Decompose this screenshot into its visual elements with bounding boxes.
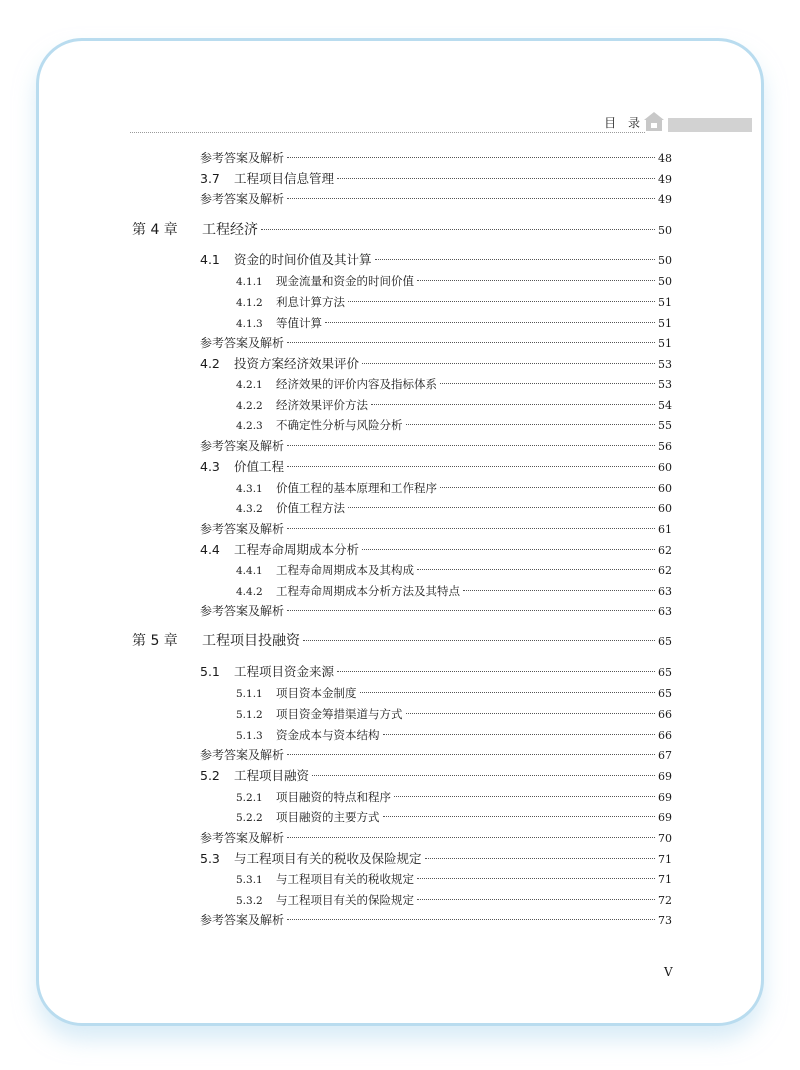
dot-leader: [383, 816, 656, 817]
toc-subsection-row[interactable]: [236, 807, 672, 827]
toc-entry-page: 69: [658, 770, 672, 783]
toc-section-row[interactable]: [200, 766, 672, 786]
toc-entry-title: 参考答案及解析: [200, 522, 285, 536]
toc-entry-page: 67: [658, 749, 672, 762]
toc-section-row[interactable]: [200, 354, 672, 374]
toc-entry-page: 60: [658, 502, 672, 515]
toc-entry-page: 63: [658, 605, 672, 618]
dot-leader: [337, 178, 655, 179]
toc-section-row[interactable]: [200, 662, 672, 682]
toc-answers-row[interactable]: [200, 333, 672, 353]
page-number: V: [664, 965, 673, 979]
toc-entry-page: 66: [658, 729, 672, 742]
toc-entry-page: 56: [658, 440, 672, 453]
toc-entry-page: 61: [658, 523, 672, 536]
toc-entry-number: 4.2: [200, 356, 220, 371]
dot-leader: [375, 259, 655, 260]
toc-entry-page: 69: [658, 811, 672, 824]
toc-entry-page: 51: [658, 296, 672, 309]
toc-entry-page: 72: [658, 894, 672, 907]
toc-section-row[interactable]: [200, 849, 672, 869]
dot-leader: [440, 383, 655, 384]
toc-subsection-row[interactable]: [236, 374, 672, 394]
toc-entry-title: 参考答案及解析: [200, 151, 285, 165]
dot-leader: [337, 671, 655, 672]
toc-entry-page: 53: [658, 358, 672, 371]
toc-answers-row[interactable]: [200, 189, 672, 209]
dot-leader: [406, 713, 656, 714]
dot-leader: [325, 322, 655, 323]
toc-entry-number: 4.4.1: [236, 565, 263, 577]
toc-entry-title: 参考答案及解析: [200, 604, 285, 618]
toc-entry-title: 参考答案及解析: [200, 439, 285, 453]
toc-subsection-row[interactable]: [236, 498, 672, 518]
toc-entry-title: 项目融资的特点和程序: [276, 790, 391, 804]
dot-leader: [261, 229, 655, 230]
toc-entry-page: 55: [658, 419, 672, 432]
toc-answers-row[interactable]: [200, 148, 672, 168]
toc-entry-title: 参考答案及解析: [200, 831, 285, 845]
toc-answers-row[interactable]: [200, 519, 672, 539]
page-header: [130, 110, 752, 134]
toc-entry-number: 4.1.2: [236, 297, 263, 309]
toc-entry-title: 工程寿命周期成本及其构成: [276, 563, 414, 577]
toc-entry-number: 4.3: [200, 459, 220, 474]
dot-leader: [287, 198, 655, 199]
dot-leader: [287, 837, 655, 838]
toc-subsection-row[interactable]: [236, 313, 672, 333]
toc-entry-number: 4.1.1: [236, 276, 263, 288]
toc-entry-number: 4.3.1: [236, 483, 263, 495]
toc-entry-title: 与工程项目有关的保险规定: [276, 893, 414, 907]
toc-entry-title: 资金的时间价值及其计算: [234, 252, 372, 267]
dot-leader: [287, 157, 655, 158]
toc-entry-title: 与工程项目有关的税收及保险规定: [234, 851, 422, 866]
toc-entry-title: 工程寿命周期成本分析: [234, 542, 360, 557]
toc-entry-page: 71: [658, 873, 672, 886]
toc-entry-number: 5.1.3: [236, 730, 263, 742]
toc-entry-number: 第 4 章: [132, 222, 178, 238]
toc-entry-title: 等值计算: [276, 316, 322, 330]
toc-subsection-row[interactable]: [236, 890, 672, 910]
toc-entry-page: 50: [658, 275, 672, 288]
toc-chapter-row[interactable]: [132, 220, 672, 240]
toc-subsection-row[interactable]: [236, 683, 672, 703]
toc-entry-number: 3.7: [200, 171, 220, 186]
toc-entry-page: 49: [658, 193, 672, 206]
toc-entry-title: 与工程项目有关的税收规定: [276, 872, 414, 886]
dot-leader: [394, 796, 655, 797]
header-bar: [668, 118, 752, 132]
toc-entry-title: 参考答案及解析: [200, 192, 285, 206]
header-title: 目 录: [604, 116, 644, 130]
toc-entry-title: 参考答案及解析: [200, 336, 285, 350]
toc-subsection-row[interactable]: [236, 292, 672, 312]
toc-entry-number: 5.2: [200, 768, 220, 783]
toc-entry-page: 65: [658, 666, 672, 679]
toc-subsection-row[interactable]: [236, 581, 672, 601]
toc-entry-title: 价值工程: [234, 459, 285, 474]
toc-entry-number: 4.4.2: [236, 586, 263, 598]
dot-leader: [287, 342, 655, 343]
dot-leader: [348, 507, 655, 508]
toc-section-row[interactable]: [200, 457, 672, 477]
toc-subsection-row[interactable]: [236, 560, 672, 580]
dot-leader: [417, 878, 655, 879]
toc-answers-row[interactable]: [200, 910, 672, 930]
dot-leader: [287, 528, 655, 529]
toc-entry-title: 价值工程方法: [276, 501, 345, 515]
toc-entry-title: 工程寿命周期成本分析方法及其特点: [276, 584, 460, 598]
toc-entry-page: 73: [658, 914, 672, 927]
toc-subsection-row[interactable]: [236, 395, 672, 415]
toc-subsection-row[interactable]: [236, 787, 672, 807]
dot-leader: [287, 754, 655, 755]
toc-entry-number: 4.2.1: [236, 379, 263, 391]
toc-entry-page: 69: [658, 791, 672, 804]
toc-entry-page: 50: [658, 224, 672, 237]
toc-entry-title: 经济效果的评价内容及指标体系: [276, 377, 437, 391]
toc-entry-page: 60: [658, 482, 672, 495]
house-icon: [642, 110, 666, 132]
dot-leader: [348, 301, 655, 302]
toc-entry-title: 项目融资的主要方式: [276, 810, 380, 824]
toc-entry-number: 4.2.2: [236, 400, 263, 412]
toc-subsection-row[interactable]: [236, 415, 672, 435]
toc-entry-number: 4.2.3: [236, 420, 263, 432]
toc-entry-page: 53: [658, 378, 672, 391]
toc-answers-row[interactable]: [200, 828, 672, 848]
toc-entry-number: 4.1: [200, 252, 220, 267]
toc-entry-page: 65: [658, 635, 672, 648]
toc-entry-page: 50: [658, 254, 672, 267]
toc-entry-number: 5.2.2: [236, 812, 263, 824]
dot-leader: [287, 445, 655, 446]
dot-leader: [287, 919, 655, 920]
toc-entry-page: 51: [658, 337, 672, 350]
dot-leader: [287, 466, 655, 467]
dot-leader: [383, 734, 656, 735]
toc-entry-page: 60: [658, 461, 672, 474]
toc-entry-page: 66: [658, 708, 672, 721]
toc-entry-page: 62: [658, 564, 672, 577]
toc-answers-row[interactable]: [200, 745, 672, 765]
toc-entry-number: 4.4: [200, 542, 220, 557]
toc-section-row[interactable]: [200, 250, 672, 270]
toc-subsection-row[interactable]: [236, 271, 672, 291]
toc-subsection-row[interactable]: [236, 725, 672, 745]
toc-entry-title: 不确定性分析与风险分析: [276, 418, 403, 432]
dot-leader: [417, 280, 655, 281]
dot-leader: [287, 610, 655, 611]
dot-leader: [371, 404, 655, 405]
toc-entry-page: 70: [658, 832, 672, 845]
toc-entry-number: 4.1.3: [236, 318, 263, 330]
toc-entry-number: 5.3: [200, 851, 220, 866]
toc-entry-page: 71: [658, 853, 672, 866]
toc-subsection-row[interactable]: [236, 478, 672, 498]
toc-entry-number: 5.1.2: [236, 709, 263, 721]
toc-entry-title: 经济效果评价方法: [276, 398, 368, 412]
toc-subsection-row[interactable]: [236, 869, 672, 889]
toc-entry-title: 参考答案及解析: [200, 913, 285, 927]
dot-leader: [406, 424, 656, 425]
dot-leader: [303, 640, 655, 641]
toc-entry-title: 参考答案及解析: [200, 748, 285, 762]
dot-leader: [360, 692, 656, 693]
dot-leader: [312, 775, 655, 776]
toc-chapter-row[interactable]: [132, 631, 672, 651]
header-rule: [130, 132, 645, 133]
toc-entry-number: 4.3.2: [236, 503, 263, 515]
dot-leader: [463, 590, 655, 591]
toc-entry-number: 5.3.2: [236, 895, 263, 907]
toc-entry-title: 投资方案经济效果评价: [234, 356, 360, 371]
dot-leader: [440, 487, 655, 488]
toc-entry-title: 工程项目融资: [234, 768, 310, 783]
toc-answers-row[interactable]: [200, 436, 672, 456]
toc-entry-title: 利息计算方法: [276, 295, 345, 309]
toc-entry-title: 工程经济: [202, 222, 258, 238]
toc-answers-row[interactable]: [200, 601, 672, 621]
toc-section-row[interactable]: [200, 540, 672, 560]
toc-entry-number: 5.1: [200, 664, 220, 679]
toc-section-row[interactable]: [200, 169, 672, 189]
dot-leader: [417, 899, 655, 900]
dot-leader: [362, 549, 655, 550]
toc-entry-page: 65: [658, 687, 672, 700]
toc-entry-page: 63: [658, 585, 672, 598]
dot-leader: [362, 363, 655, 364]
toc-entry-page: 48: [658, 152, 672, 165]
toc-entry-title: 工程项目信息管理: [234, 171, 335, 186]
toc-entry-title: 项目资金筹措渠道与方式: [276, 707, 403, 721]
toc-subsection-row[interactable]: [236, 704, 672, 724]
dot-leader: [417, 569, 655, 570]
toc-entry-title: 工程项目投融资: [202, 633, 300, 649]
toc-entry-page: 62: [658, 544, 672, 557]
toc-entry-page: 49: [658, 173, 672, 186]
toc-entry-page: 51: [658, 317, 672, 330]
dot-leader: [425, 858, 655, 859]
toc-entry-page: 54: [658, 399, 672, 412]
toc-entry-title: 项目资本金制度: [276, 686, 357, 700]
toc-entry-number: 第 5 章: [132, 633, 178, 649]
toc-entry-title: 现金流量和资金的时间价值: [276, 274, 414, 288]
toc-entry-number: 5.2.1: [236, 792, 263, 804]
toc-entry-title: 价值工程的基本原理和工作程序: [276, 481, 437, 495]
toc-entry-title: 工程项目资金来源: [234, 664, 335, 679]
toc-entry-title: 资金成本与资本结构: [276, 728, 380, 742]
toc-entry-number: 5.3.1: [236, 874, 263, 886]
toc-entry-number: 5.1.1: [236, 688, 263, 700]
